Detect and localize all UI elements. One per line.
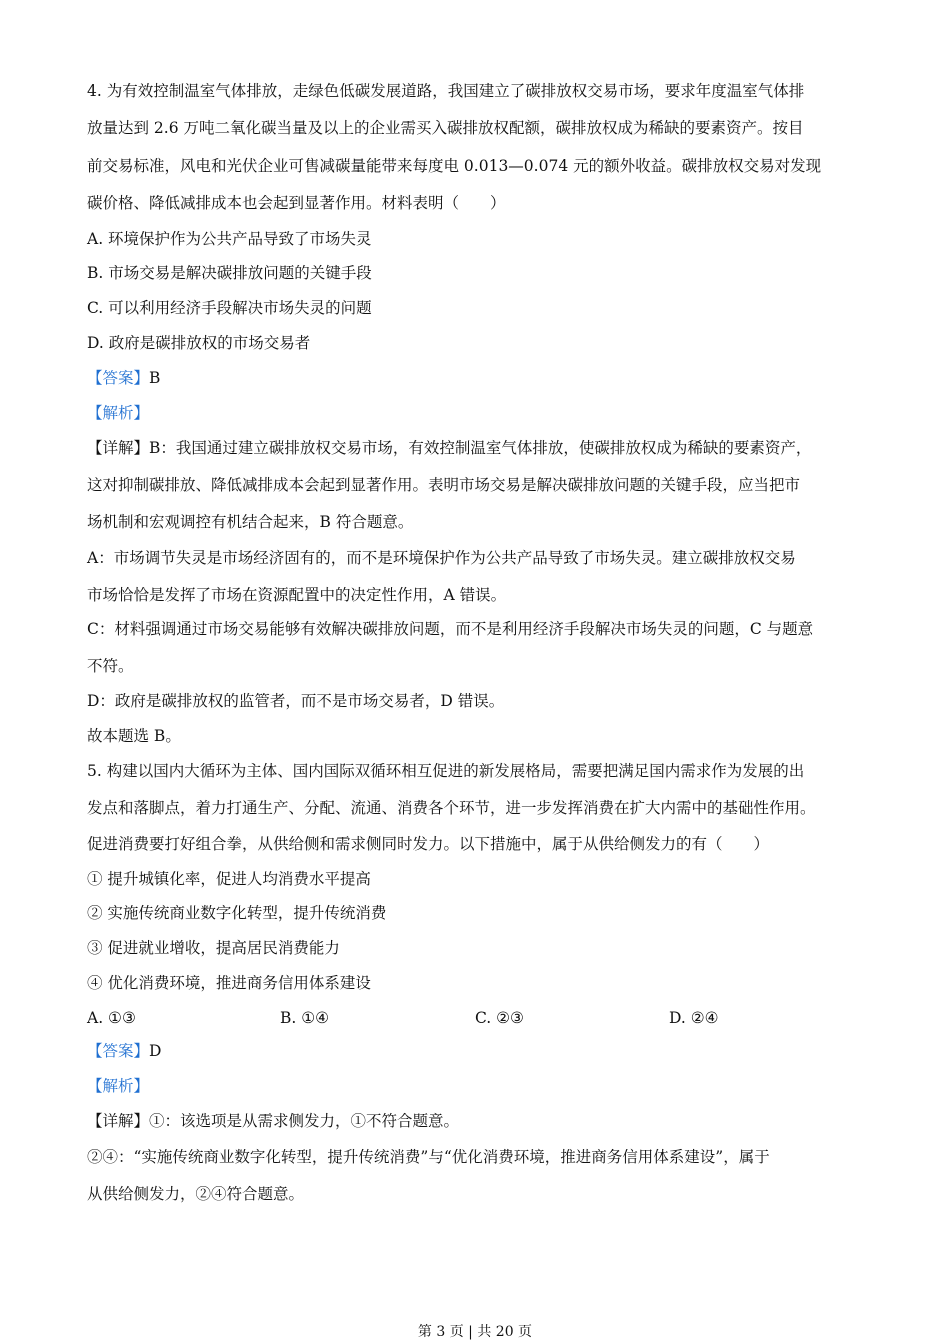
analysis-tag: 【解析】 bbox=[87, 1077, 150, 1095]
answer-value: B bbox=[149, 369, 161, 387]
q5-option-c: C. ②③ bbox=[475, 1009, 524, 1027]
q5-item-2: ② 实施传统商业数字化转型，提升传统消费 bbox=[87, 904, 387, 922]
q5-detail-line-1 bbox=[87, 1110, 459, 1132]
detail-text: ①：该选项是从需求侧发力，①不符合题意。 bbox=[149, 1112, 460, 1130]
q5-analysis-tag bbox=[87, 1075, 149, 1097]
q5-item-3: ③ 促进就业增收，提高居民消费能力 bbox=[87, 939, 340, 957]
q4-detail-line-6: C：材料强调通过市场交易能够有效解决碳排放问题，而不是利用经济手段解决市场失灵的问题，C 与题意 bbox=[87, 620, 814, 638]
q4-option-a: A. 环境保护作为公共产品导致了市场失灵 bbox=[87, 230, 372, 248]
answer-value: D bbox=[149, 1042, 162, 1060]
q5-detail-line-3: 从供给侧发力，②④符合题意。 bbox=[87, 1185, 305, 1203]
q4-option-d: D. 政府是碳排放权的市场交易者 bbox=[87, 334, 311, 352]
q4-option-c: C. 可以利用经济手段解决市场失灵的问题 bbox=[87, 299, 372, 317]
q5-option-d: D. ②④ bbox=[669, 1009, 719, 1027]
answer-tag: 【答案】 bbox=[87, 1042, 150, 1060]
q4-stem-line-3: 前交易标准，风电和光伏企业可售减碳量能带来每度电 0.013—0.074 元的额外收益。碳排放权交易对发现 bbox=[87, 157, 822, 175]
q4-detail-line-3: 场机制和宏观调控有机结合起来，B 符合题意。 bbox=[87, 513, 414, 531]
q4-stem-line-1: 4. 为有效控制温室气体排放，走绿色低碳发展道路，我国建立了碳排放权交易市场，要求年度温室气体排 bbox=[87, 82, 805, 100]
page-footer: 第 3 页 | 共 20 页 bbox=[417, 1324, 533, 1340]
q4-detail-line-8: D：政府是碳排放权的监管者，而不是市场交易者，D 错误。 bbox=[87, 692, 505, 710]
detail-tag: 【详解】 bbox=[87, 1112, 150, 1130]
q5-stem-line-3: 促进消费要打好组合拳，从供给侧和需求侧同时发力。以下措施中，属于从供给侧发力的有（ ） bbox=[87, 835, 770, 853]
q4-option-b: B. 市场交易是解决碳排放问题的关键手段 bbox=[87, 264, 372, 282]
analysis-tag: 【解析】 bbox=[87, 404, 150, 422]
q5-option-a: A. ①③ bbox=[87, 1009, 136, 1027]
q4-detail-line-5: 市场恰恰是发挥了市场在资源配置中的决定性作用，A 错误。 bbox=[87, 586, 507, 604]
q5-options-row bbox=[87, 1007, 847, 1029]
q5-stem-line-1: 5. 构建以国内大循环为主体、国内国际双循环相互促进的新发展格局，需要把满足国内需求作为发展的出 bbox=[87, 762, 805, 780]
q4-analysis-tag bbox=[87, 402, 149, 424]
q4-detail-line-4: A：市场调节失灵是市场经济固有的，而不是环境保护作为公共产品导致了市场失灵。建立碳排放权交易 bbox=[87, 549, 796, 567]
detail-text: B：我国通过建立碳排放权交易市场，有效控制温室气体排放，使碳排放权成为稀缺的要素资产， bbox=[149, 439, 812, 457]
q5-detail-line-2: ②④：“实施传统商业数字化转型，提升传统消费”与“优化消费环境，推进商务信用体系建设”，属于 bbox=[87, 1148, 770, 1166]
q4-stem-line-2: 放量达到 2.6 万吨二氧化碳当量及以上的企业需买入碳排放权配额，碳排放权成为稀缺的要素资产。按目 bbox=[87, 119, 804, 137]
q4-answer bbox=[87, 367, 160, 389]
q4-detail-line-2: 这对抑制碳排放、降低减排成本会起到显著作用。表明市场交易是解决碳排放问题的关键手段，应当把市 bbox=[87, 476, 801, 494]
q4-stem-line-4: 碳价格、降低减排成本也会起到显著作用。材料表明（ ） bbox=[87, 194, 506, 212]
q5-option-b: B. ①④ bbox=[280, 1009, 330, 1027]
q4-conclusion: 故本题选 B。 bbox=[87, 727, 181, 745]
q4-detail-line-7: 不符。 bbox=[87, 657, 134, 675]
q5-stem-line-2: 发点和落脚点，着力打通生产、分配、流通、消费各个环节，进一步发挥消费在扩大内需中的基础性作用。 bbox=[87, 799, 816, 817]
q5-answer bbox=[87, 1040, 161, 1062]
detail-tag: 【详解】 bbox=[87, 439, 150, 457]
answer-tag: 【答案】 bbox=[87, 369, 150, 387]
q5-item-4: ④ 优化消费环境，推进商务信用体系建设 bbox=[87, 974, 371, 992]
q5-item-1: ① 提升城镇化率，促进人均消费水平提高 bbox=[87, 870, 371, 888]
q4-detail-line-1 bbox=[87, 437, 811, 459]
